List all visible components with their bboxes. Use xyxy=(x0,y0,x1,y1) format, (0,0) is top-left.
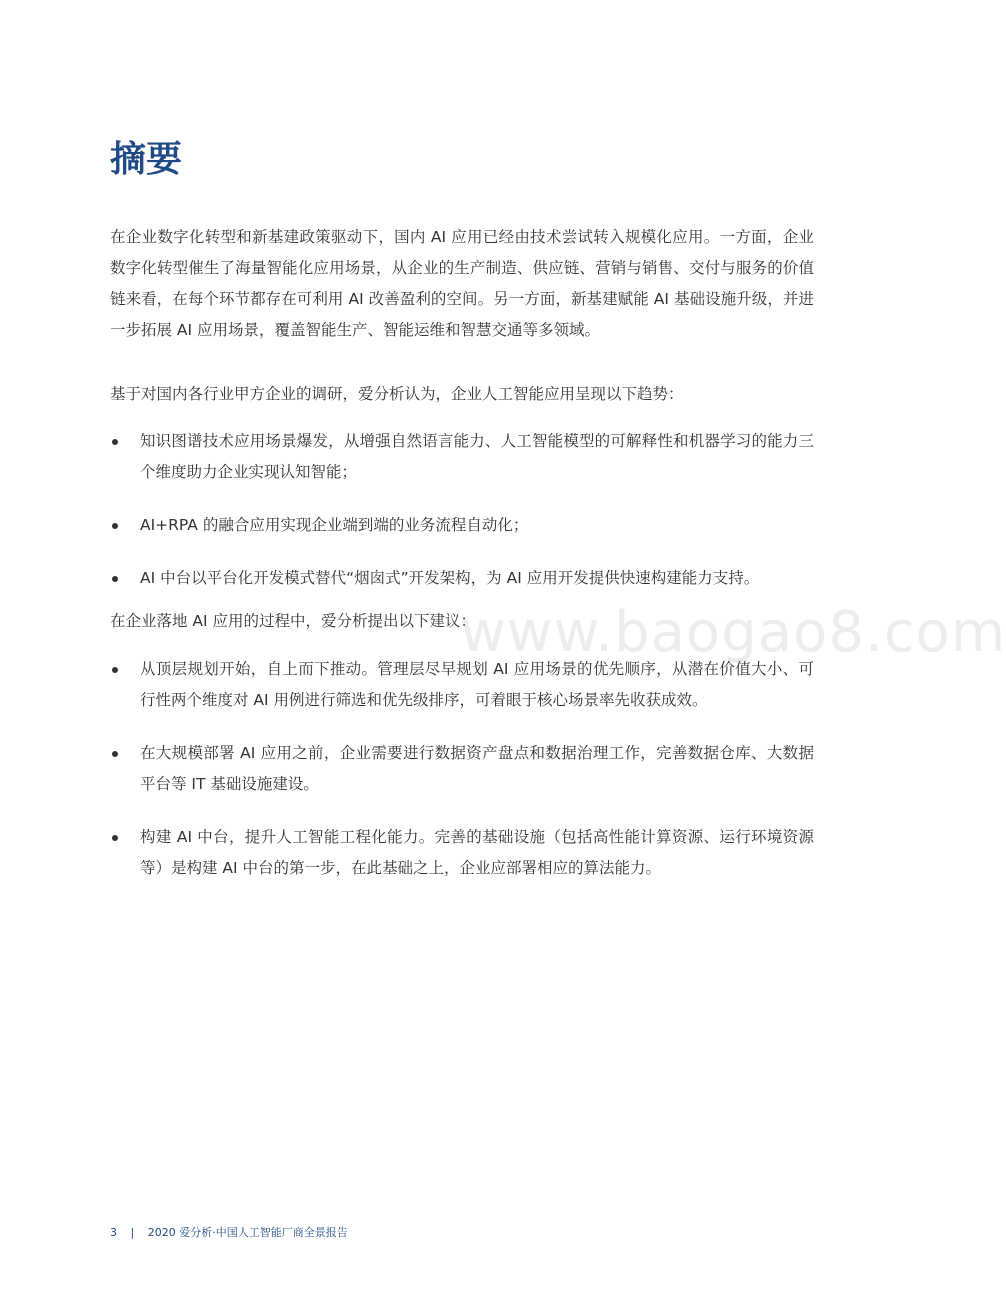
list-item xyxy=(110,426,814,488)
list-item-text: 从顶层规划开始，自上而下推动。管理层尽早规划 AI 应用场景的优先顺序，从潜在价值大小、可行性两个维度对 AI 用例进行筛选和优先级排序，可着眼于核心场景率先收获成效。 xyxy=(140,660,814,709)
list-item-text: AI 中台以平台化开发模式替代“烟囱式”开发架构，为 AI 应用开发提供快速构建能力支持。 xyxy=(140,569,760,587)
trends-list xyxy=(110,426,814,594)
bullet-icon xyxy=(112,835,118,841)
intro-paragraph: 在企业数字化转型和新基建政策驱动下，国内 AI 应用已经由技术尝试转入规模化应用。一方面，企业数字化转型催生了海量智能化应用场景，从企业的生产制造、供应链、营销与销售、交付与服务的价值链来看，在每个环节都存在可利用 AI 改善盈利的空间。另一方面，新基建赋能 AI 基础设施升级，并进一步拓展 AI 应用场景，覆盖智能生产、智能运维和智慧交通等多领域。 xyxy=(110,228,814,339)
footer-separator: | xyxy=(130,1226,135,1239)
list-item xyxy=(110,738,814,800)
advice-lead: 在企业落地 AI 应用的过程中，爱分析提出以下建议： xyxy=(110,612,477,630)
page-title: 摘要 xyxy=(110,139,183,180)
list-item-text: 构建 AI 中台，提升人工智能工程化能力。完善的基础设施（包括高性能计算资源、运行环境资源等）是构建 AI 中台的第一步，在此基础之上，企业应部署相应的算法能力。 xyxy=(140,828,814,877)
bullet-icon xyxy=(112,439,118,445)
advice-list xyxy=(110,654,814,884)
bullet-icon xyxy=(112,667,118,673)
page-footer xyxy=(110,1224,348,1240)
page-number: 3 xyxy=(110,1226,117,1239)
list-item xyxy=(110,822,814,884)
list-item-text: 在大规模部署 AI 应用之前，企业需要进行数据资产盘点和数据治理工作，完善数据仓库、大数据平台等 IT 基础设施建设。 xyxy=(140,744,814,793)
trends-lead: 基于对国内各行业甲方企业的调研，爱分析认为，企业人工智能应用呈现以下趋势： xyxy=(110,385,684,403)
list-item xyxy=(110,563,814,594)
list-item xyxy=(110,510,814,541)
bullet-icon xyxy=(112,576,118,582)
bullet-icon xyxy=(112,523,118,529)
list-item-text: 知识图谱技术应用场景爆发，从增强自然语言能力、人工智能模型的可解释性和机器学习的能力三个维度助力企业实现认知智能； xyxy=(140,432,814,481)
list-item-text: AI+RPA 的融合应用实现企业端到端的业务流程自动化； xyxy=(140,516,529,534)
watermark: www.baogao8.com xyxy=(460,600,1006,665)
bullet-icon xyxy=(112,751,118,757)
report-title: 2020 爱分析·中国人工智能厂商全景报告 xyxy=(147,1226,348,1239)
